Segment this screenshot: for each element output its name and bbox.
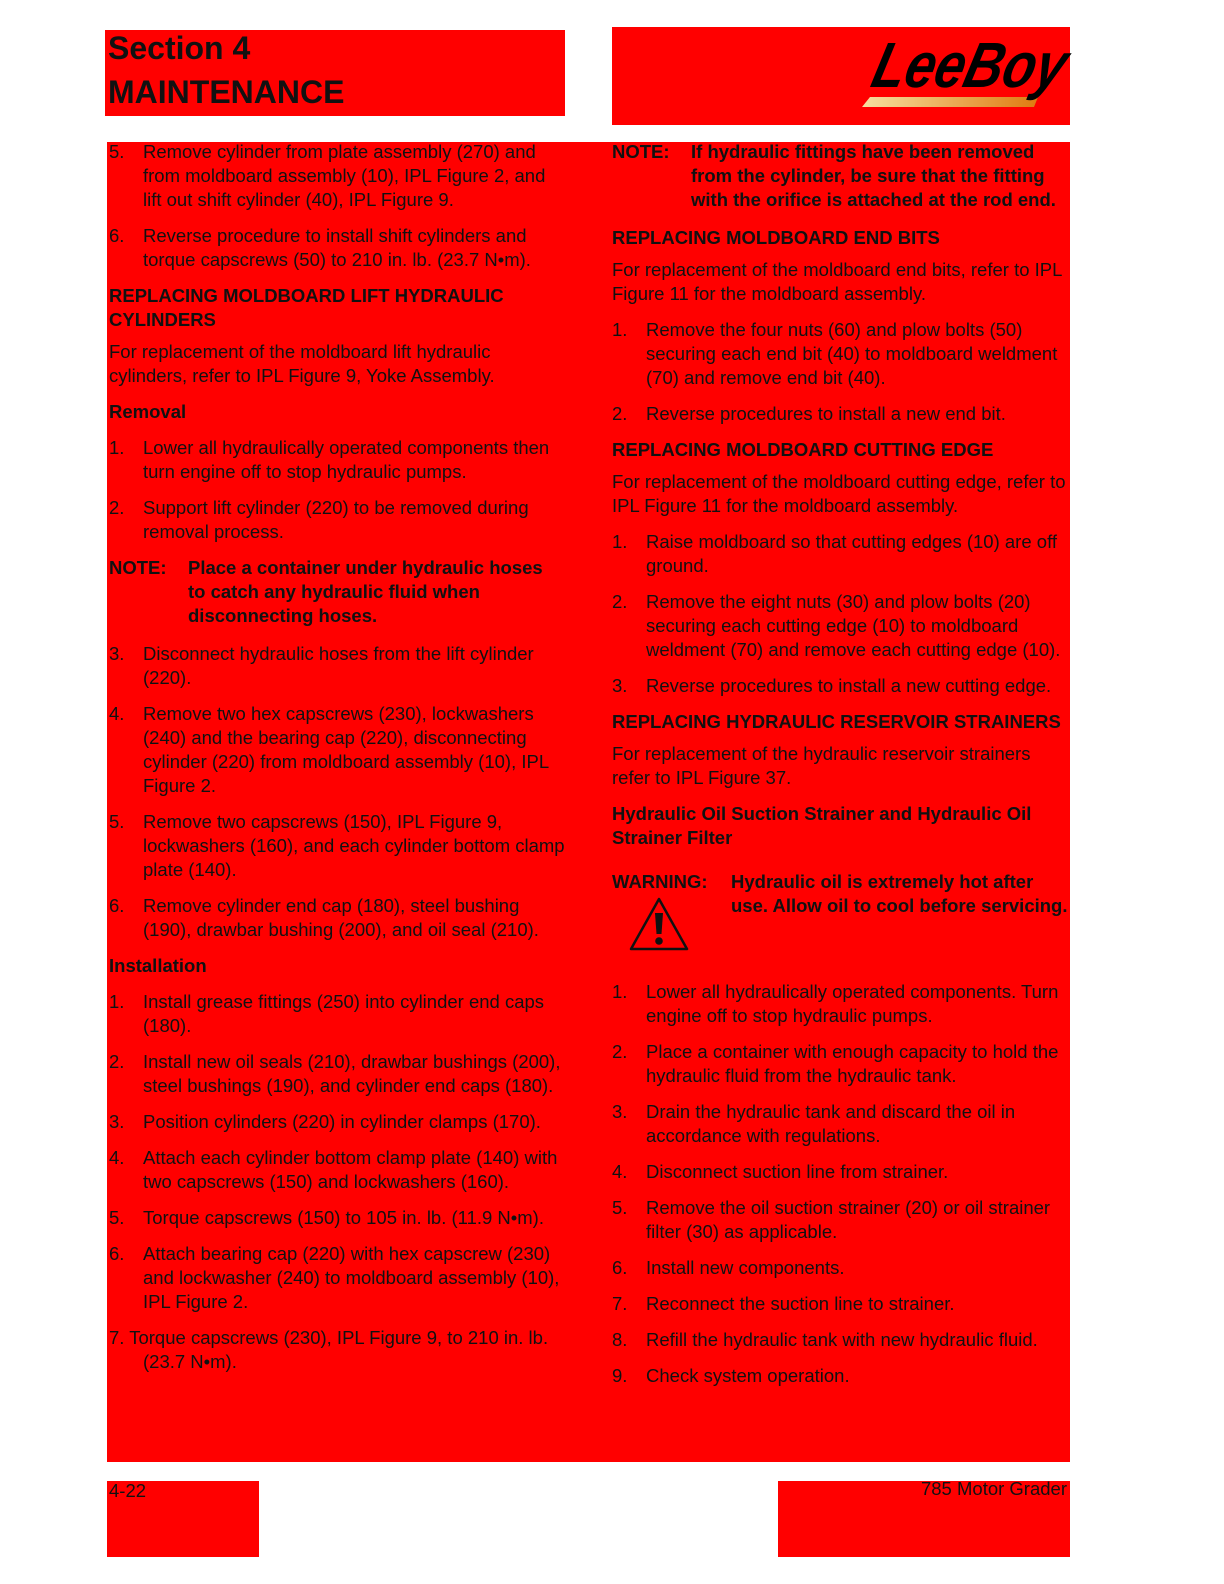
list-item (109, 1146, 565, 1194)
step-text: Remove two capscrews (150), IPL Figure 9, lockwashers (160), and each cylinder bottom clamp plate (140). (143, 811, 565, 880)
step-number: 2. (612, 1041, 628, 1062)
step-number: 6. (109, 225, 125, 246)
step-number: 5. (109, 811, 125, 832)
list-item (612, 590, 1068, 662)
list-item (109, 642, 565, 690)
removal-steps (109, 436, 565, 544)
step-text: Lower all hydraulically operated components then turn engine off to stop hydraulic pumps. (143, 437, 550, 482)
step-number: 3. (109, 643, 125, 664)
step-number: 4. (109, 1147, 125, 1168)
note-text: Place a container under hydraulic hoses to catch any hydraulic fluid when disconnecting hoses. (188, 557, 543, 626)
list-item (612, 1196, 1068, 1244)
section-name: MAINTENANCE (108, 74, 345, 110)
intro-lift-cylinders: For replacement of the moldboard lift hydraulic cylinders, refer to IPL Figure 9, Yoke Assembly. (109, 341, 495, 386)
list-item (612, 1160, 1068, 1184)
list-item (109, 810, 565, 882)
step-text: Position cylinders (220) in cylinder clamps (170). (143, 1111, 541, 1132)
installation-step-7: 7. Torque capscrews (230), IPL Figure 9, to 210 in. lb. (23.7 N•m). (109, 1327, 549, 1372)
step-text: Remove the oil suction strainer (20) or oil strainer filter (30) as applicable. (646, 1197, 1051, 1242)
step-number: 2. (109, 497, 125, 518)
step-text: Reverse procedure to install shift cylinders and torque capscrews (50) to 210 in. lb. (23.7 N•m). (143, 225, 531, 270)
intro-end-bits: For replacement of the moldboard end bits, refer to IPL Figure 11 for the moldboard assembly. (612, 259, 1062, 304)
step-number: 5. (612, 1197, 628, 1218)
note-label: NOTE: (109, 557, 167, 578)
list-item (612, 674, 1068, 698)
step-number: 6. (109, 895, 125, 916)
shift-cylinder-steps (109, 140, 565, 272)
removal-heading: Removal (109, 401, 187, 422)
heading-reservoir-strainers: REPLACING HYDRAULIC RESERVOIR STRAINERS (612, 711, 1061, 732)
step-text: Torque capscrews (150) to 105 in. lb. (11.9 N•m). (143, 1207, 544, 1228)
step-text: Remove two hex capscrews (230), lockwashers (240) and the bearing cap (220), disconnecting cylinder (220) from moldboard assembly (10), IPL Figure 2. (143, 703, 549, 796)
list-item (109, 436, 565, 484)
intro-cutting-edge: For replacement of the moldboard cutting edge, refer to IPL Figure 11 for the moldboard assembly. (612, 471, 1066, 516)
intro-reservoir-strainers: For replacement of the hydraulic reservoir strainers refer to IPL Figure 37. (612, 743, 1031, 788)
step-number: 2. (109, 1051, 125, 1072)
warning-hot-oil (612, 870, 1068, 966)
step-number: 1. (612, 981, 628, 1002)
list-item (109, 894, 565, 942)
step-text: Install new components. (646, 1257, 845, 1278)
list-item (612, 1040, 1068, 1088)
list-item (612, 1100, 1068, 1148)
installation-heading: Installation (109, 955, 207, 976)
step-number: 2. (612, 591, 628, 612)
step-number: 7. (612, 1293, 628, 1314)
step-text: Support lift cylinder (220) to be removed during removal process. (143, 497, 529, 542)
step-text: Remove the four nuts (60) and plow bolts (50) securing each end bit (40) to moldboard weldment (70) and remove end bit (40). (646, 319, 1058, 388)
step-number: 1. (109, 991, 125, 1012)
logo-text: LeeBoy (865, 28, 1115, 101)
step-number: 1. (612, 531, 628, 552)
step-number: 6. (109, 1243, 125, 1264)
step-text: Reconnect the suction line to strainer. (646, 1293, 955, 1314)
step-number: 9. (612, 1365, 628, 1386)
list-item (612, 402, 1068, 426)
step-text: Refill the hydraulic tank with new hydraulic fluid. (646, 1329, 1038, 1350)
list-item (612, 530, 1068, 578)
page-number: 4-22 (109, 1480, 147, 1501)
note-hydraulic-hoses (109, 556, 565, 628)
leeboy-logo (862, 27, 1115, 110)
list-item (612, 1364, 1068, 1388)
list-item (612, 318, 1068, 390)
right-column (612, 140, 1068, 1400)
list-item (109, 1110, 565, 1134)
list-item (109, 140, 565, 212)
step-text: Raise moldboard so that cutting edges (10) are off ground. (646, 531, 1058, 576)
list-item (109, 702, 565, 798)
step-number: 4. (109, 703, 125, 724)
step-text: Remove cylinder end cap (180), steel bushing (190), drawbar bushing (200), and oil seal (210). (143, 895, 539, 940)
step-text: Reverse procedures to install a new cutting edge. (646, 675, 1052, 696)
step-text: Place a container with enough capacity to hold the hydraulic fluid from the hydraulic tank. (646, 1041, 1059, 1086)
heading-cutting-edge: REPLACING MOLDBOARD CUTTING EDGE (612, 439, 994, 460)
step-number: 3. (109, 1111, 125, 1132)
section-title (108, 26, 344, 114)
strainer-steps (612, 980, 1068, 1388)
step-text: Install new oil seals (210), drawbar bushings (200), steel bushings (190), and cylinder end caps (180). (143, 1051, 561, 1096)
step-number: 8. (612, 1329, 628, 1350)
step-text: Remove the eight nuts (30) and plow bolts (20) securing each cutting edge (10) to moldboard weldment (70) and remove each cutting edge (10). (646, 591, 1061, 660)
list-item (612, 1292, 1068, 1316)
warning-text: Hydraulic oil is extremely hot after use. Allow oil to cool before servicing. (731, 871, 1068, 916)
list-item (109, 224, 565, 272)
warning-label: WARNING: (612, 871, 708, 892)
list-item (612, 1256, 1068, 1280)
heading-lift-cylinders: REPLACING MOLDBOARD LIFT HYDRAULIC CYLINDERS (109, 285, 504, 330)
step-text: Disconnect hydraulic hoses from the lift cylinder (220). (143, 643, 534, 688)
warning-triangle-icon (628, 896, 690, 952)
step-text: Drain the hydraulic tank and discard the oil in accordance with regulations. (646, 1101, 1016, 1146)
step-number: 1. (612, 319, 628, 340)
note-text: If hydraulic fittings have been removed from the cylinder, be sure that the fitting with the orifice is attached at the rod end. (691, 141, 1056, 210)
step-text: Install grease fittings (250) into cylinder end caps (180). (143, 991, 545, 1036)
removal-steps-continued (109, 642, 565, 942)
list-item (109, 1206, 565, 1230)
step-text: Reverse procedures to install a new end bit. (646, 403, 1006, 424)
cutting-edge-steps (612, 530, 1068, 698)
list-item (109, 496, 565, 544)
list-item (109, 990, 565, 1038)
manual-title: 785 Motor Grader (920, 1478, 1067, 1499)
step-number: 5. (109, 1207, 125, 1228)
step-number: 3. (612, 1101, 628, 1122)
step-text: Disconnect suction line from strainer. (646, 1161, 949, 1182)
note-fittings (612, 140, 1068, 212)
step-text: Check system operation. (646, 1365, 850, 1386)
step-number: 1. (109, 437, 125, 458)
step-text: Attach each cylinder bottom clamp plate (140) with two capscrews (150) and lockwashers (160). (143, 1147, 558, 1192)
step-text: Attach bearing cap (220) with hex capscrew (230) and lockwasher (240) to moldboard assembly (10), IPL Figure 2. (143, 1243, 560, 1312)
list-item (612, 980, 1068, 1028)
step-number: 4. (612, 1161, 628, 1182)
end-bits-steps (612, 318, 1068, 426)
installation-steps (109, 990, 565, 1314)
list-item (109, 1050, 565, 1098)
heading-end-bits: REPLACING MOLDBOARD END BITS (612, 227, 940, 248)
step-text: Lower all hydraulically operated components. Turn engine off to stop hydraulic pumps. (646, 981, 1059, 1026)
left-column (109, 140, 565, 1386)
step-number: 3. (612, 675, 628, 696)
list-item (109, 1242, 565, 1314)
step-number: 6. (612, 1257, 628, 1278)
step-number: 2. (612, 403, 628, 424)
section-number: Section 4 (108, 30, 251, 66)
step-number: 5. (109, 141, 125, 162)
subheading-strainer: Hydraulic Oil Suction Strainer and Hydraulic Oil Strainer Filter (612, 803, 1032, 848)
list-item (612, 1328, 1068, 1352)
step-text: Remove cylinder from plate assembly (270) and from moldboard assembly (10), IPL Figure 2, and lift out shift cylinder (40), IPL Figure 9. (143, 141, 546, 210)
note-label: NOTE: (612, 141, 670, 162)
